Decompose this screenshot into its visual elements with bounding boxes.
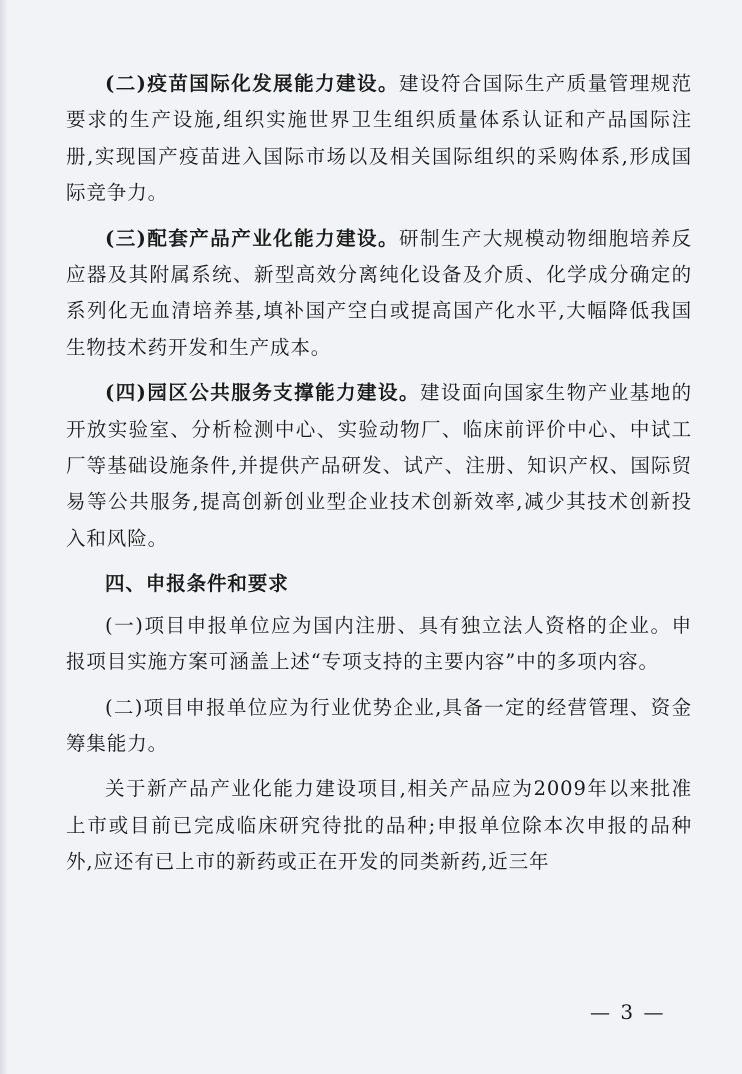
scan-edge (0, 0, 8, 1074)
paragraph-body: 研制生产大规模动物细胞培养反应器及其附属系统、新型高效分离纯化设备及介质、化学成分确定的系列化无血清培养基,填补国产空白或提高国产化水平,大幅降低我国生物技术药开发和生产成本。 (66, 226, 692, 359)
page-number: — 3 — (590, 1000, 666, 1024)
paragraph-body: 建设符合国际生产质量管理规范要求的生产设施,组织实施世界卫生组织质量体系认证和产品国际注册,实现国产疫苗进入国际市场以及相关国际组织的采购体系,形成国际竞争力。 (66, 72, 692, 205)
paragraph-heading: (三)配套产品产业化能力建设。 (105, 226, 399, 250)
paragraph-vaccine-internationalization (66, 66, 692, 212)
document-page (66, 66, 692, 890)
paragraph-supporting-products (66, 221, 692, 367)
section-title: 四、申报条件和要求 (105, 572, 289, 596)
requirement-paragraph: (二)项目申报单位应为行业优势企业,具备一定的经营管理、资金筹集能力。 (66, 695, 692, 755)
requirement-paragraph: 关于新产品产业化能力建设项目,相关产品应为2009年以来批准上市或目前已完成临床研究待批的品种;申报单位除本次申报的品种外,应还有已上市的新药或正在开发的同类新药,近三年 (66, 777, 692, 874)
paragraph-heading: (二)疫苗国际化发展能力建设。 (105, 72, 399, 95)
requirement-paragraph: (一)项目申报单位应为国内注册、具有独立法人资格的企业。申报项目实施方案可涵盖上述“专项支持的主要内容”中的多项内容。 (66, 613, 692, 674)
paragraph-body: 建设面向国家生物产业基地的开放实验室、分析检测中心、实验动物厂、临床前评价中心、中试工厂等基础设施条件,并提供产品研发、试产、注册、知识产权、国际贸易等公共服务,提高创新创业型企业技术创新效率,减少其技术创新投入和风险。 (66, 381, 692, 550)
paragraph-park-public-services (66, 375, 692, 557)
paragraph-heading: (四)园区公共服务支撑能力建设。 (105, 381, 420, 405)
